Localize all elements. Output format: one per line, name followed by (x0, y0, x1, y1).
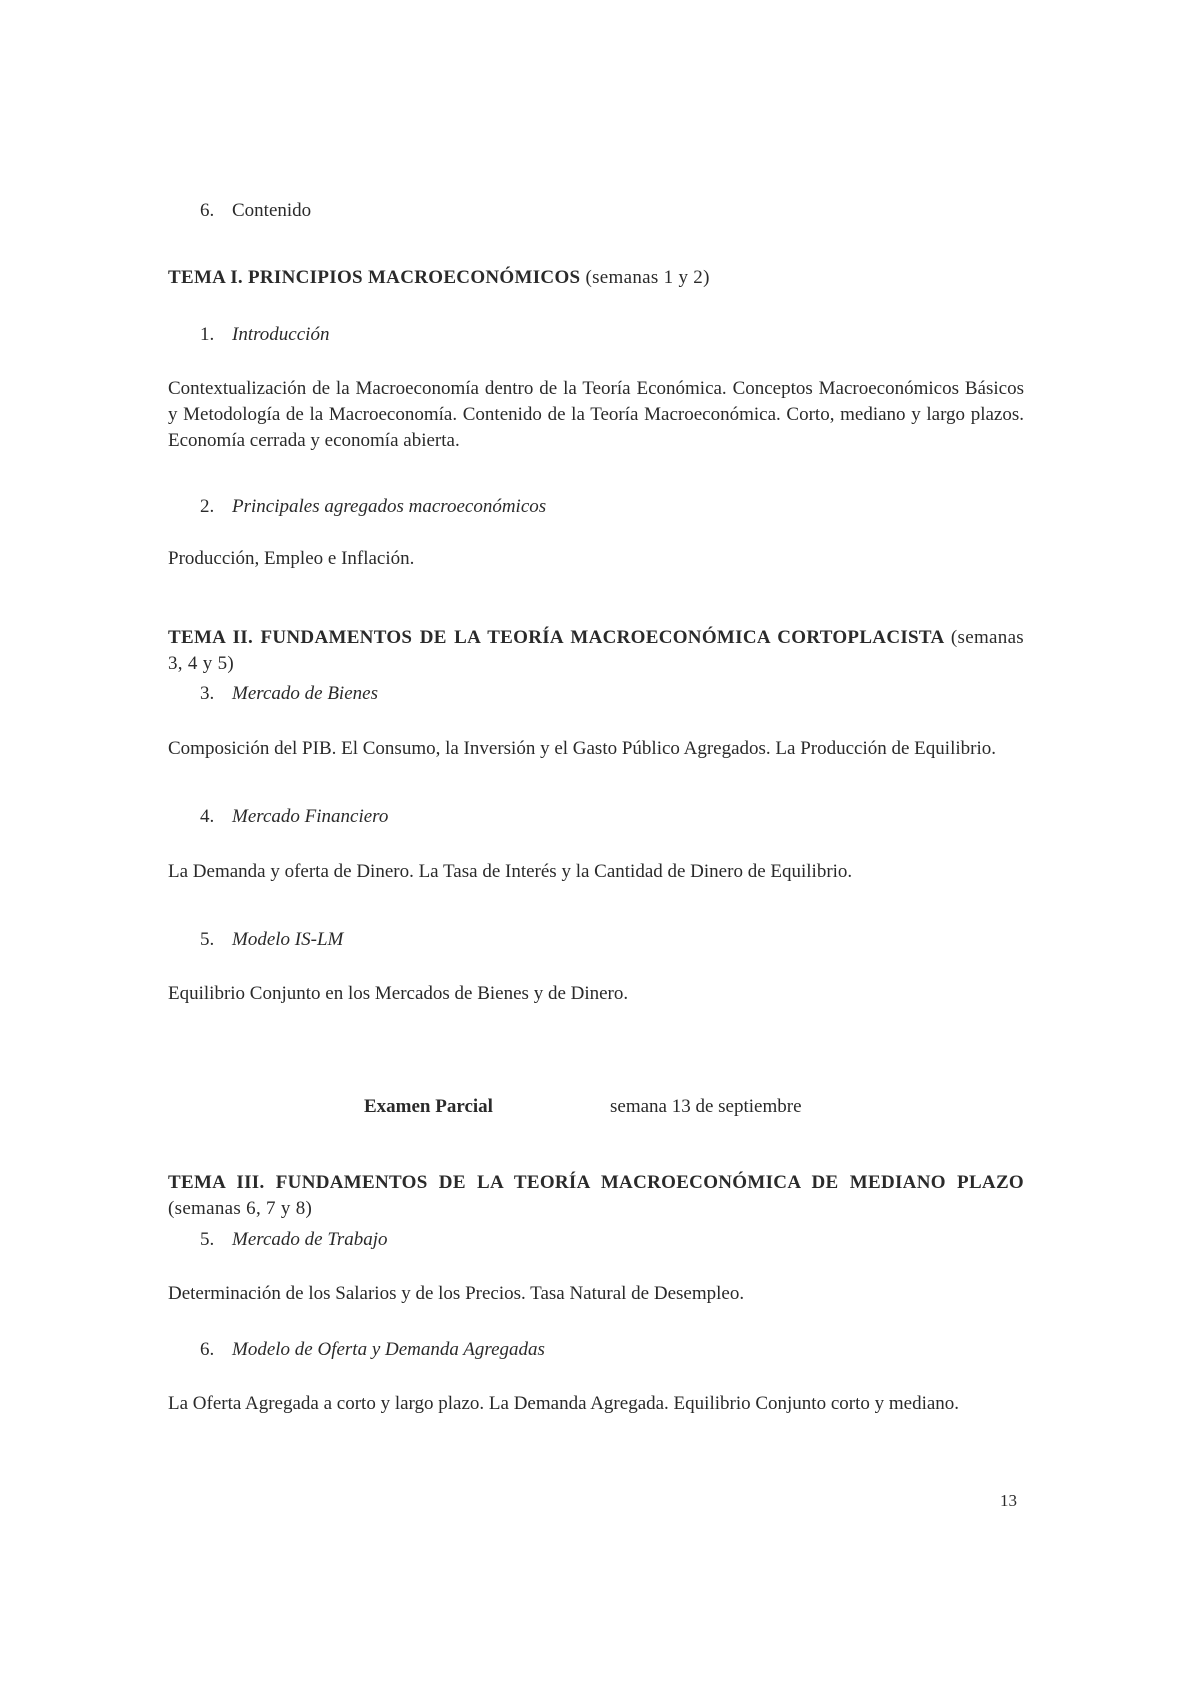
tema-1-weeks: (semanas 1 y 2) (585, 267, 710, 288)
item-label: Mercado Financiero (232, 806, 389, 827)
tema-2-paragraph-5: Equilibrio Conjunto en los Mercados de Bienes y de Dinero. (168, 983, 629, 1004)
item-number: 6. (200, 200, 215, 221)
page-number: 13 (1000, 1491, 1017, 1510)
tema-1-item-1 (200, 322, 329, 348)
tema-1-paragraph-2: Producción, Empleo e Inflación. (168, 548, 415, 569)
item-label: Mercado de Bienes (232, 683, 378, 704)
item-number: 3. (200, 683, 215, 704)
tema-2-heading-text: TEMA II. FUNDAMENTOS DE LA TEORÍA MACROECONÓMICA CORTOPLACISTA (168, 627, 944, 648)
section-6-title (200, 198, 311, 224)
item-number: 6. (200, 1339, 215, 1360)
tema-2-weeks: (semanas 3, 4 y 5) (168, 627, 1024, 674)
exam-label: Examen Parcial (364, 1096, 493, 1117)
item-label: Contenido (232, 200, 312, 221)
tema-2-item-5 (200, 927, 343, 953)
tema-3-item-5 (200, 1227, 388, 1253)
tema-1-heading-text: TEMA I. PRINCIPIOS MACROECONÓMICOS (168, 267, 581, 288)
item-number: 5. (200, 929, 215, 950)
tema-2-paragraph-4: La Demanda y oferta de Dinero. La Tasa de Interés y la Cantidad de Dinero de Equilibrio. (168, 861, 853, 882)
item-label: Mercado de Trabajo (232, 1229, 388, 1250)
item-number: 2. (200, 496, 215, 517)
item-label: Introducción (232, 324, 330, 345)
tema-2-heading (168, 625, 1024, 677)
item-number: 4. (200, 806, 215, 827)
tema-1-item-2 (200, 494, 546, 520)
tema-3-heading (168, 1170, 1024, 1222)
tema-2-paragraph-3: Composición del PIB. El Consumo, la Inversión y el Gasto Público Agregados. La Producción de Equilibrio. (168, 738, 996, 759)
item-number: 1. (200, 324, 215, 345)
tema-2-item-3 (200, 681, 378, 707)
tema-3-item-6 (200, 1337, 545, 1363)
item-label: Principales agregados macroeconómicos (232, 496, 547, 517)
item-label: Modelo IS-LM (232, 929, 344, 950)
item-number: 5. (200, 1229, 215, 1250)
tema-2-item-4 (200, 804, 388, 830)
exam-date: semana 13 de septiembre (610, 1096, 802, 1117)
tema-1-heading (168, 265, 1024, 291)
item-label: Modelo de Oferta y Demanda Agregadas (232, 1339, 545, 1360)
tema-3-paragraph-5: Determinación de los Salarios y de los Precios. Tasa Natural de Desempleo. (168, 1283, 745, 1304)
tema-3-heading-text: TEMA III. FUNDAMENTOS DE LA TEORÍA MACROECONÓMICA DE MEDIANO PLAZO (168, 1172, 1024, 1193)
tema-3-weeks: (semanas 6, 7 y 8) (168, 1198, 313, 1219)
tema-3-paragraph-6: La Oferta Agregada a corto y largo plazo. La Demanda Agregada. Equilibrio Conjunto corto y mediano. (168, 1393, 960, 1414)
tema-1-paragraph-1: Contextualización de la Macroeconomía dentro de la Teoría Económica. Conceptos Macroeconómicos Básicos y Metodología de la Macroeconomía. Contenido de la Teoría Macroeconómica. Corto, mediano y largo plazos. Economía cerrada y economía abierta. (168, 378, 1024, 451)
